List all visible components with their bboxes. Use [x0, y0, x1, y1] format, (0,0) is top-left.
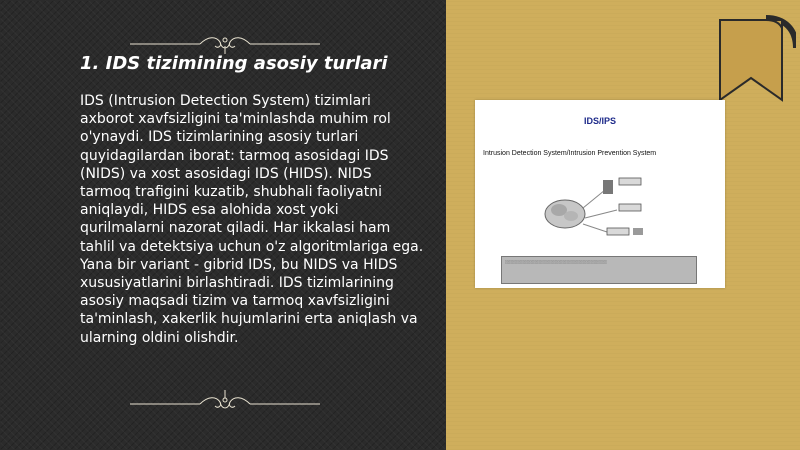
figure-title: IDS/IPS — [583, 116, 616, 126]
figure-subtitle: Intrusion Detection System/Intrusion Prevention System — [483, 150, 657, 157]
flourish-divider-bottom-icon — [130, 390, 320, 414]
figure-caption-box: ░░░░░░░░░░░░░░░░░░░░░░░░░░░░░░░░░░░░░░░░ — [501, 256, 697, 284]
slide-title: 1. IDS tizimining asosiy turlari — [80, 53, 388, 74]
ids-ips-figure — [475, 100, 725, 288]
slide-body-text: IDS (Intrusion Detection System) tizimlari axborot xavfsizligini ta'minlashda muhim rol o'ynaydi. IDS tizimlarining asosiy turlari quyidagilardan iborat: tarmoq asosidagi IDS (NIDS) va xost asosidagi IDS (HIDS). NIDS tarmoq trafigini kuzatib, shubhali faoliyatni aniqlaydi, HIDS esa alohida xost yoki qurilmalarni nazorat qiladi. Har ikkalasi ham tahlil va detektsiya uchun o'z algoritmlariga ega. Yana bir variant - gibrid IDS, bu NIDS va HIDS xususiyatlarini birlashtiradi. IDS tizimlarining asosiy maqsadi tizim va tarmoq xavfsizligini ta'minlash, xakerlik hujumlarini erta aniqlash va ularning oldini olishdir. — [80, 93, 424, 346]
network-diagram-illustration — [535, 168, 675, 248]
ribbon-bookmark-icon — [716, 14, 796, 106]
